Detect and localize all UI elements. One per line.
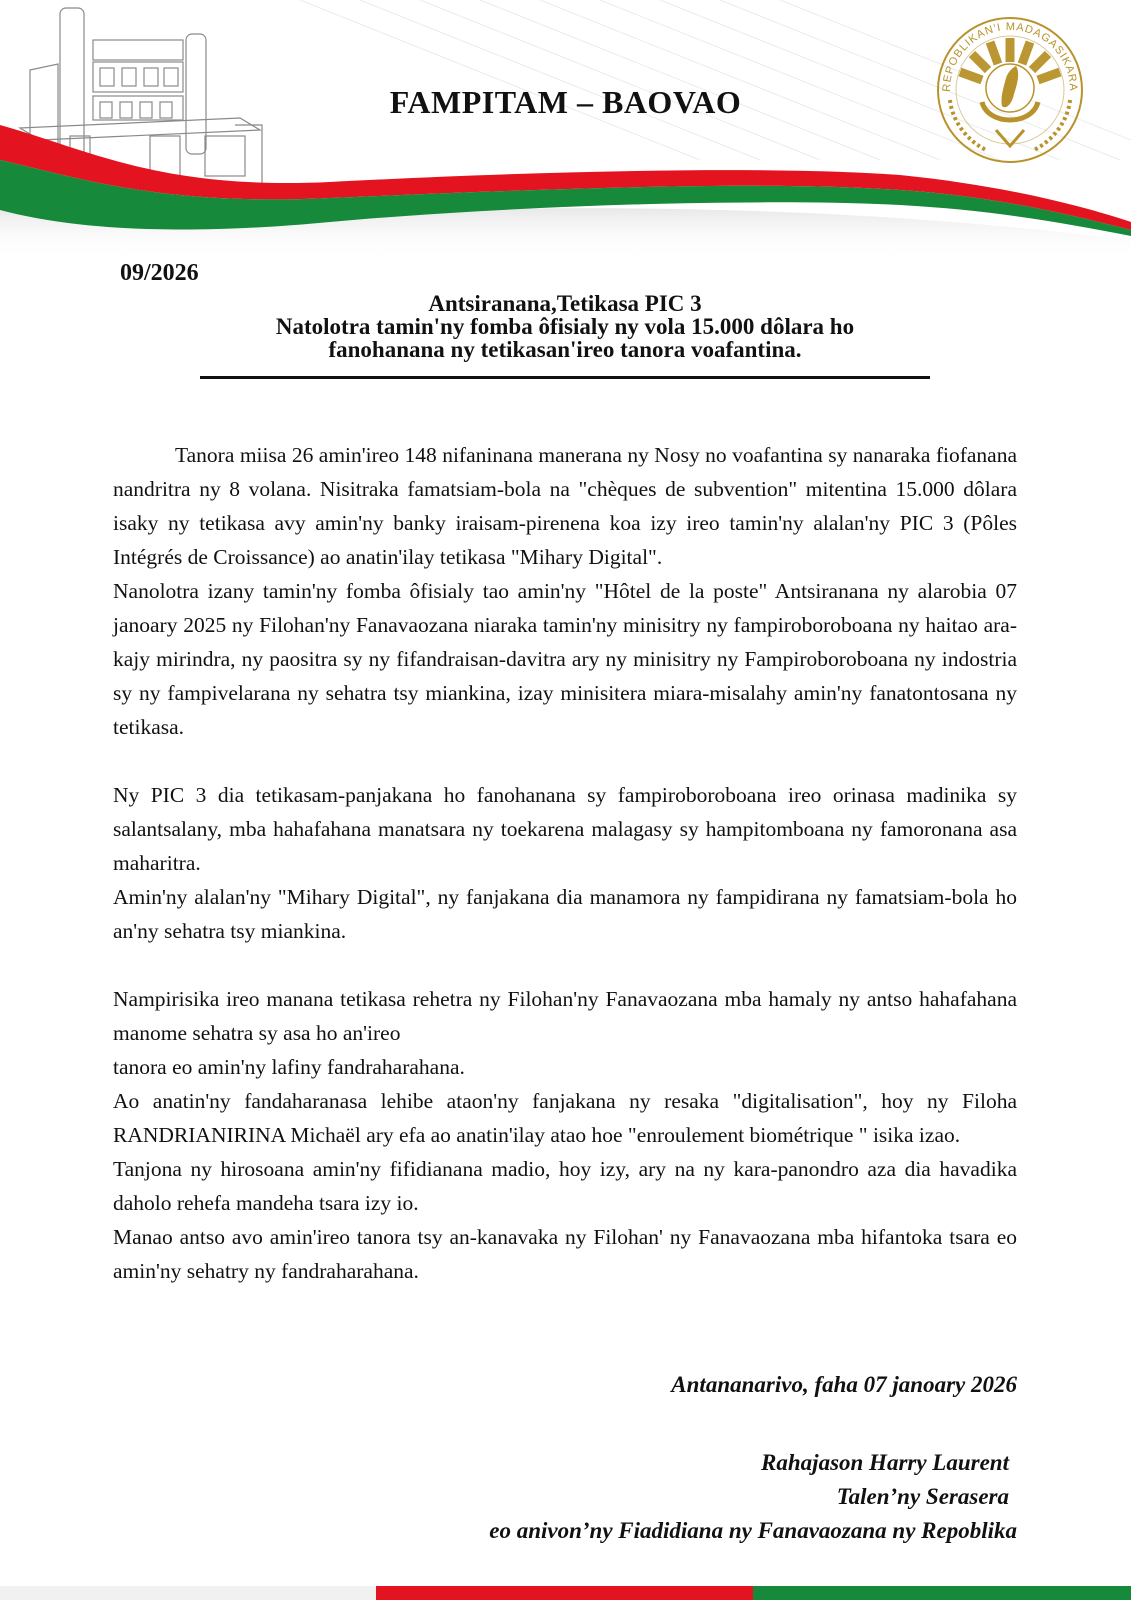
signatory-name: Rahajason Harry Laurent <box>761 1450 1009 1475</box>
footer-green-segment <box>753 1586 1131 1600</box>
letterhead-graphic <box>0 0 1131 260</box>
headline-line-3: fanohanana ny tetikasan'ireo tanora voafantina. <box>328 337 802 362</box>
footer-red-segment <box>376 1586 753 1600</box>
paragraph: Manao antso avo amin'ireo tanora tsy an-kanavaka ny Filohan' ny Fanavaozana mba hifantoka tsara eo amin'ny sehatry ny fandraharahana. <box>113 1225 1017 1283</box>
place-and-date: Antananarivo, faha 07 janoary 2026 <box>671 1372 1017 1397</box>
paragraph: Ao anatin'ny fandaharanasa lehibe ataon'ny fanjakana ny resaka "digitalisation", hoy ny Filoha RANDRIANIRINA Michaël ary efa ao anatin'ilay atao hoe "enroulement biométrique " isika izao. <box>113 1089 1017 1147</box>
paragraph: Amin'ny alalan'ny "Mihary Digital", ny fanjakana dia manamora ny fampidirana ny famatsiam-bola ho an'ny sehatra tsy miankina. <box>113 885 1017 943</box>
paragraph: Ny PIC 3 dia tetikasam-panjakana ho fanohanana sy fampiroboroboana ireo orinasa madinika sy salantsalany, mba hahafahana manatsara ny toekarena malagasy sy hampitomboana ny famoronana asa maharitra. <box>113 783 1017 875</box>
headline-divider <box>200 376 930 379</box>
signature-block <box>489 1446 1017 1548</box>
reference-number: 09/2026 <box>120 260 199 286</box>
paragraph: Nampirisika ireo manana tetikasa rehetra ny Filohan'ny Fanavaozana mba hamaly ny antso hahafahana manome sehatra sy asa ho an'ireo <box>113 987 1017 1045</box>
signatory-role: Talen’ny Serasera <box>836 1484 1009 1509</box>
article-body <box>113 438 1017 1288</box>
headline-line-1: Antsiranana,Tetikasa PIC 3 <box>428 291 702 316</box>
footer-grey-segment <box>0 1586 376 1600</box>
paragraph: Tanjona ny hirosoana amin'ny fifidianana madio, hoy izy, ary na ny kara-panondro aza dia havadika daholo rehefa mandeha tsara izy io. <box>113 1157 1017 1215</box>
svg-text:REPOBLIKAN'I MADAGASIKARA: REPOBLIKAN'I MADAGASIKARA <box>940 20 1080 92</box>
paragraph: Tanora miisa 26 amin'ireo 148 nifaninana manerana ny Nosy no voafantina sy nanaraka fiofanana nandritra ny 8 volana. Nisitraka famatsiam-bola na "chèques de subvention" mitentina 15.000 dôlara isaky ny tetikasa avy amin'ny banky iraisam-pirenena koa izy ireo tamin'ny alalan'ny PIC 3 (Pôles Intégrés de Croissance) ao anatin'ilay tetikasa "Mihary Digital". <box>113 443 1017 569</box>
letterhead <box>0 0 1131 260</box>
headline <box>200 292 930 361</box>
paragraph: Nanolotra izany tamin'ny fomba ôfisialy tao amin'ny "Hôtel de la poste" Antsiranana ny alarobia 07 janoary 2025 ny Filohan'ny Fanavaozana niaraka tamin'ny minisitry ny fampiroboroboana ny haitao ara-kajy mirindra, ny paositra sy ny fifandraisan-davitra ary ny minisitry ny Fampiroboroboana ny indostria sy ny fampivelarana ny sehatra tsy miankina, izay minisitera miara-misalahy amin'ny fanatontosana ny tetikasa. <box>113 579 1017 739</box>
paragraph: tanora eo amin'ny lafiny fandraharahana. <box>113 1055 465 1079</box>
signatory-office: eo anivon’ny Fiadidiana ny Fanavaozana ny Repoblika <box>489 1518 1017 1543</box>
headline-line-2: Natolotra tamin'ny fomba ôfisialy ny vola 15.000 dôlara ho <box>275 314 855 339</box>
bulletin-title: FAMPITAM – BAOVAO <box>389 84 742 120</box>
footer-flag-bar <box>0 1586 1131 1600</box>
